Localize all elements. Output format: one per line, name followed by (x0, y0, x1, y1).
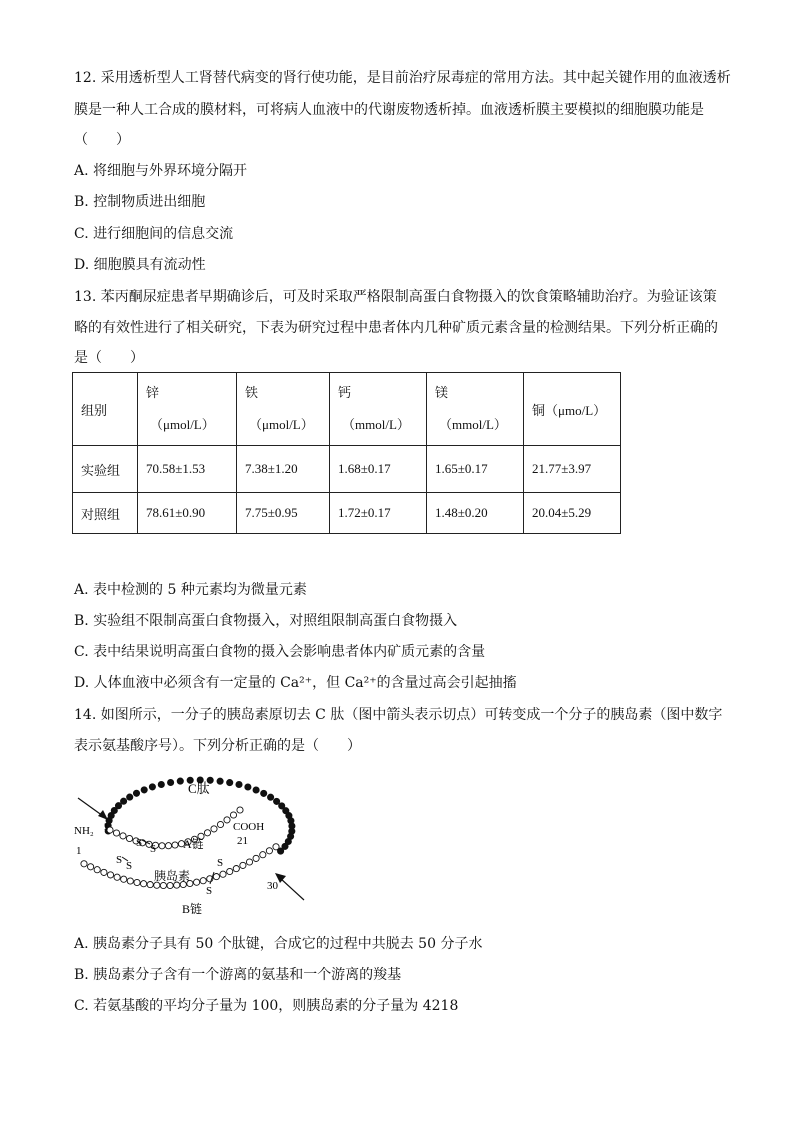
amino-acid-bead (160, 882, 166, 888)
c-peptide-bead (253, 787, 259, 793)
table-cell: 1.68±0.17 (330, 446, 427, 493)
cut-arrow-left (78, 798, 103, 816)
sulfur-label: S (206, 885, 213, 897)
table-cell: 70.58±1.53 (138, 446, 237, 493)
cut-arrow-right (280, 878, 304, 900)
amino-acid-bead (88, 864, 94, 870)
amino-acid-bead (165, 843, 171, 849)
q12-stem-line-1: 12. 采用透析型人工肾替代病变的肾行使功能，是目前治疗尿毒症的常用方法。其中起关键作用的血液透析 (74, 70, 731, 86)
sulfur-label: S (116, 854, 123, 866)
q14-stem-line-1: 14. 如图所示，一分子的胰岛素原切去 C 肽（图中箭头表示切点）可转变成一个分子的胰岛素（图中数字 (74, 707, 723, 723)
amino-acid-bead (273, 844, 279, 850)
header-calcium: 钙 （mmol/L） (330, 373, 427, 446)
mineral-table (72, 372, 621, 534)
q13-option-b: B. 实验组不限制高蛋白食物摄入，对照组限制高蛋白食物摄入 (74, 613, 458, 629)
header-magnesium: 镁 （mmol/L） (427, 373, 524, 446)
c-peptide-bead (274, 798, 280, 804)
amino-acid-bead (154, 882, 160, 888)
c-peptide-bead (158, 781, 164, 787)
q13-stem-line-1: 13. 苯丙酮尿症患者早期确诊后，可及时采取严格限制高蛋白食物摄入的饮食策略辅助治疗。为验证该策 (74, 289, 717, 305)
sulfur-label: S (136, 837, 143, 849)
c-peptide-bead (115, 803, 121, 809)
amino-acid-bead (213, 874, 219, 880)
table-header-row (73, 373, 621, 446)
amino-acid-bead (204, 830, 210, 836)
amino-acid-bead (246, 859, 252, 865)
amino-acid-bead (260, 852, 266, 858)
b-chain-start-number: 1 (76, 845, 82, 857)
nh2-label: NH₂ (74, 825, 94, 837)
q12-option-a: A. 将细胞与外界环境分隔开 (74, 163, 248, 179)
c-peptide-bead (261, 790, 267, 796)
sulfur-label: S (150, 843, 157, 855)
insulin-label: 胰岛素 (154, 869, 191, 883)
amino-acid-bead (233, 866, 239, 872)
c-peptide-label: C肽 (188, 781, 210, 796)
amino-acid-bead (159, 843, 165, 849)
q14-option-c: C. 若氨基酸的平均分子量为 100，则胰岛素的分子量为 4218 (74, 998, 459, 1014)
q13-option-a: A. 表中检测的 5 种元素均为微量元素 (74, 582, 307, 598)
a-chain-start-number: 1 (103, 821, 109, 833)
a-chain-label: A链 (183, 837, 204, 851)
q14-option-b: B. 胰岛素分子含有一个游离的氨基和一个游离的羧基 (74, 967, 402, 983)
c-peptide-bead (236, 781, 242, 787)
c-peptide-bead (177, 778, 183, 784)
table-row (73, 493, 621, 534)
amino-acid-bead (167, 882, 173, 888)
table-cell: 1.65±0.17 (427, 446, 524, 493)
table-cell: 1.48±0.20 (427, 493, 524, 534)
amino-acid-bead (126, 835, 132, 841)
amino-acid-bead (121, 876, 127, 882)
amino-acid-bead (134, 879, 140, 885)
q13-option-c: C. 表中结果说明高蛋白食物的摄入会影响患者体内矿质元素的含量 (74, 644, 486, 660)
amino-acid-bead (211, 826, 217, 832)
amino-acid-bead (113, 830, 119, 836)
q14-option-a: A. 胰岛素分子具有 50 个肽键，合成它的过程中共脱去 50 分子水 (74, 936, 483, 952)
table-cell: 7.75±0.95 (237, 493, 330, 534)
table-cell: 7.38±1.20 (237, 446, 330, 493)
c-peptide-bead (127, 794, 133, 800)
amino-acid-bead (194, 879, 200, 885)
amino-acid-bead (120, 833, 126, 839)
q12-stem-line-3: （ ） (74, 132, 130, 148)
header-zinc: 锌 （μmol/L） (138, 373, 237, 446)
header-group: 组别 (73, 373, 138, 446)
proinsulin-diagram (70, 762, 310, 922)
b-chain-end-number: 30 (267, 880, 278, 892)
amino-acid-bead (253, 855, 259, 861)
q14-stem-line-2: 表示氨基酸序号）。下列分析正确的是（ ） (74, 738, 361, 754)
q13-option-d: D. 人体血液中必须含有一定量的 Ca²⁺，但 Ca²⁺的含量过高会引起抽搐 (74, 675, 517, 691)
q12-stem-line-2: 膜是一种人工合成的膜材料，可将病人血液中的代谢废物透析掉。血液透析膜主要模拟的细胞膜功能是 (74, 102, 704, 118)
cut-arrow-left-head (98, 810, 108, 820)
amino-acid-bead (147, 882, 153, 888)
q13-stem-line-2: 略的有效性进行了相关研究，下表为研究过程中患者体内几种矿质元素含量的检测结果。下列分析正确的 (74, 320, 718, 336)
c-peptide-bead (121, 798, 127, 804)
sulfur-label: S (126, 860, 133, 872)
amino-acid-bead (220, 871, 226, 877)
table-cell: 21.77±3.97 (524, 446, 621, 493)
c-peptide-bead (217, 778, 223, 784)
c-peptide-bead (149, 784, 155, 790)
header-iron: 铁 （μmol/L） (237, 373, 330, 446)
amino-acid-bead (172, 842, 178, 848)
row-label: 对照组 (73, 493, 138, 534)
amino-acid-bead (107, 872, 113, 878)
c-peptide-bead (268, 794, 274, 800)
amino-acid-bead (230, 812, 236, 818)
table-cell: 20.04±5.29 (524, 493, 621, 534)
table-cell: 78.61±0.90 (138, 493, 237, 534)
amino-acid-bead (227, 868, 233, 874)
q12-option-c: C. 进行细胞间的信息交流 (74, 226, 234, 242)
amino-acid-bead (224, 817, 230, 823)
amino-acid-bead (81, 861, 87, 867)
amino-acid-bead (114, 874, 120, 880)
b-chain-label: B链 (182, 902, 203, 916)
row-label: 实验组 (73, 446, 138, 493)
c-peptide-bead (227, 780, 233, 786)
q12-option-d: D. 细胞膜具有流动性 (74, 257, 206, 273)
cooh-label: COOH (233, 821, 265, 833)
c-peptide-bead (133, 790, 139, 796)
amino-acid-bead (266, 848, 272, 854)
c-peptide-bead (245, 784, 251, 790)
table-cell: 1.72±0.17 (330, 493, 427, 534)
a-chain-end-number: 21 (237, 835, 248, 847)
c-peptide-bead (168, 779, 174, 785)
amino-acid-bead (240, 862, 246, 868)
amino-acid-bead (94, 867, 100, 873)
amino-acid-bead (217, 821, 223, 827)
sulfur-label: S (217, 857, 224, 869)
table-row (73, 446, 621, 493)
amino-acid-bead (127, 878, 133, 884)
c-peptide-bead (141, 787, 147, 793)
amino-acid-bead (200, 878, 206, 884)
amino-acid-bead (101, 869, 107, 875)
header-copper: 铜（μmo/L） (524, 373, 621, 446)
q13-stem-line-3: 是（ ） (74, 350, 144, 366)
amino-acid-bead (237, 807, 243, 813)
q12-option-b: B. 控制物质进出细胞 (74, 194, 206, 210)
amino-acid-bead (141, 881, 147, 887)
